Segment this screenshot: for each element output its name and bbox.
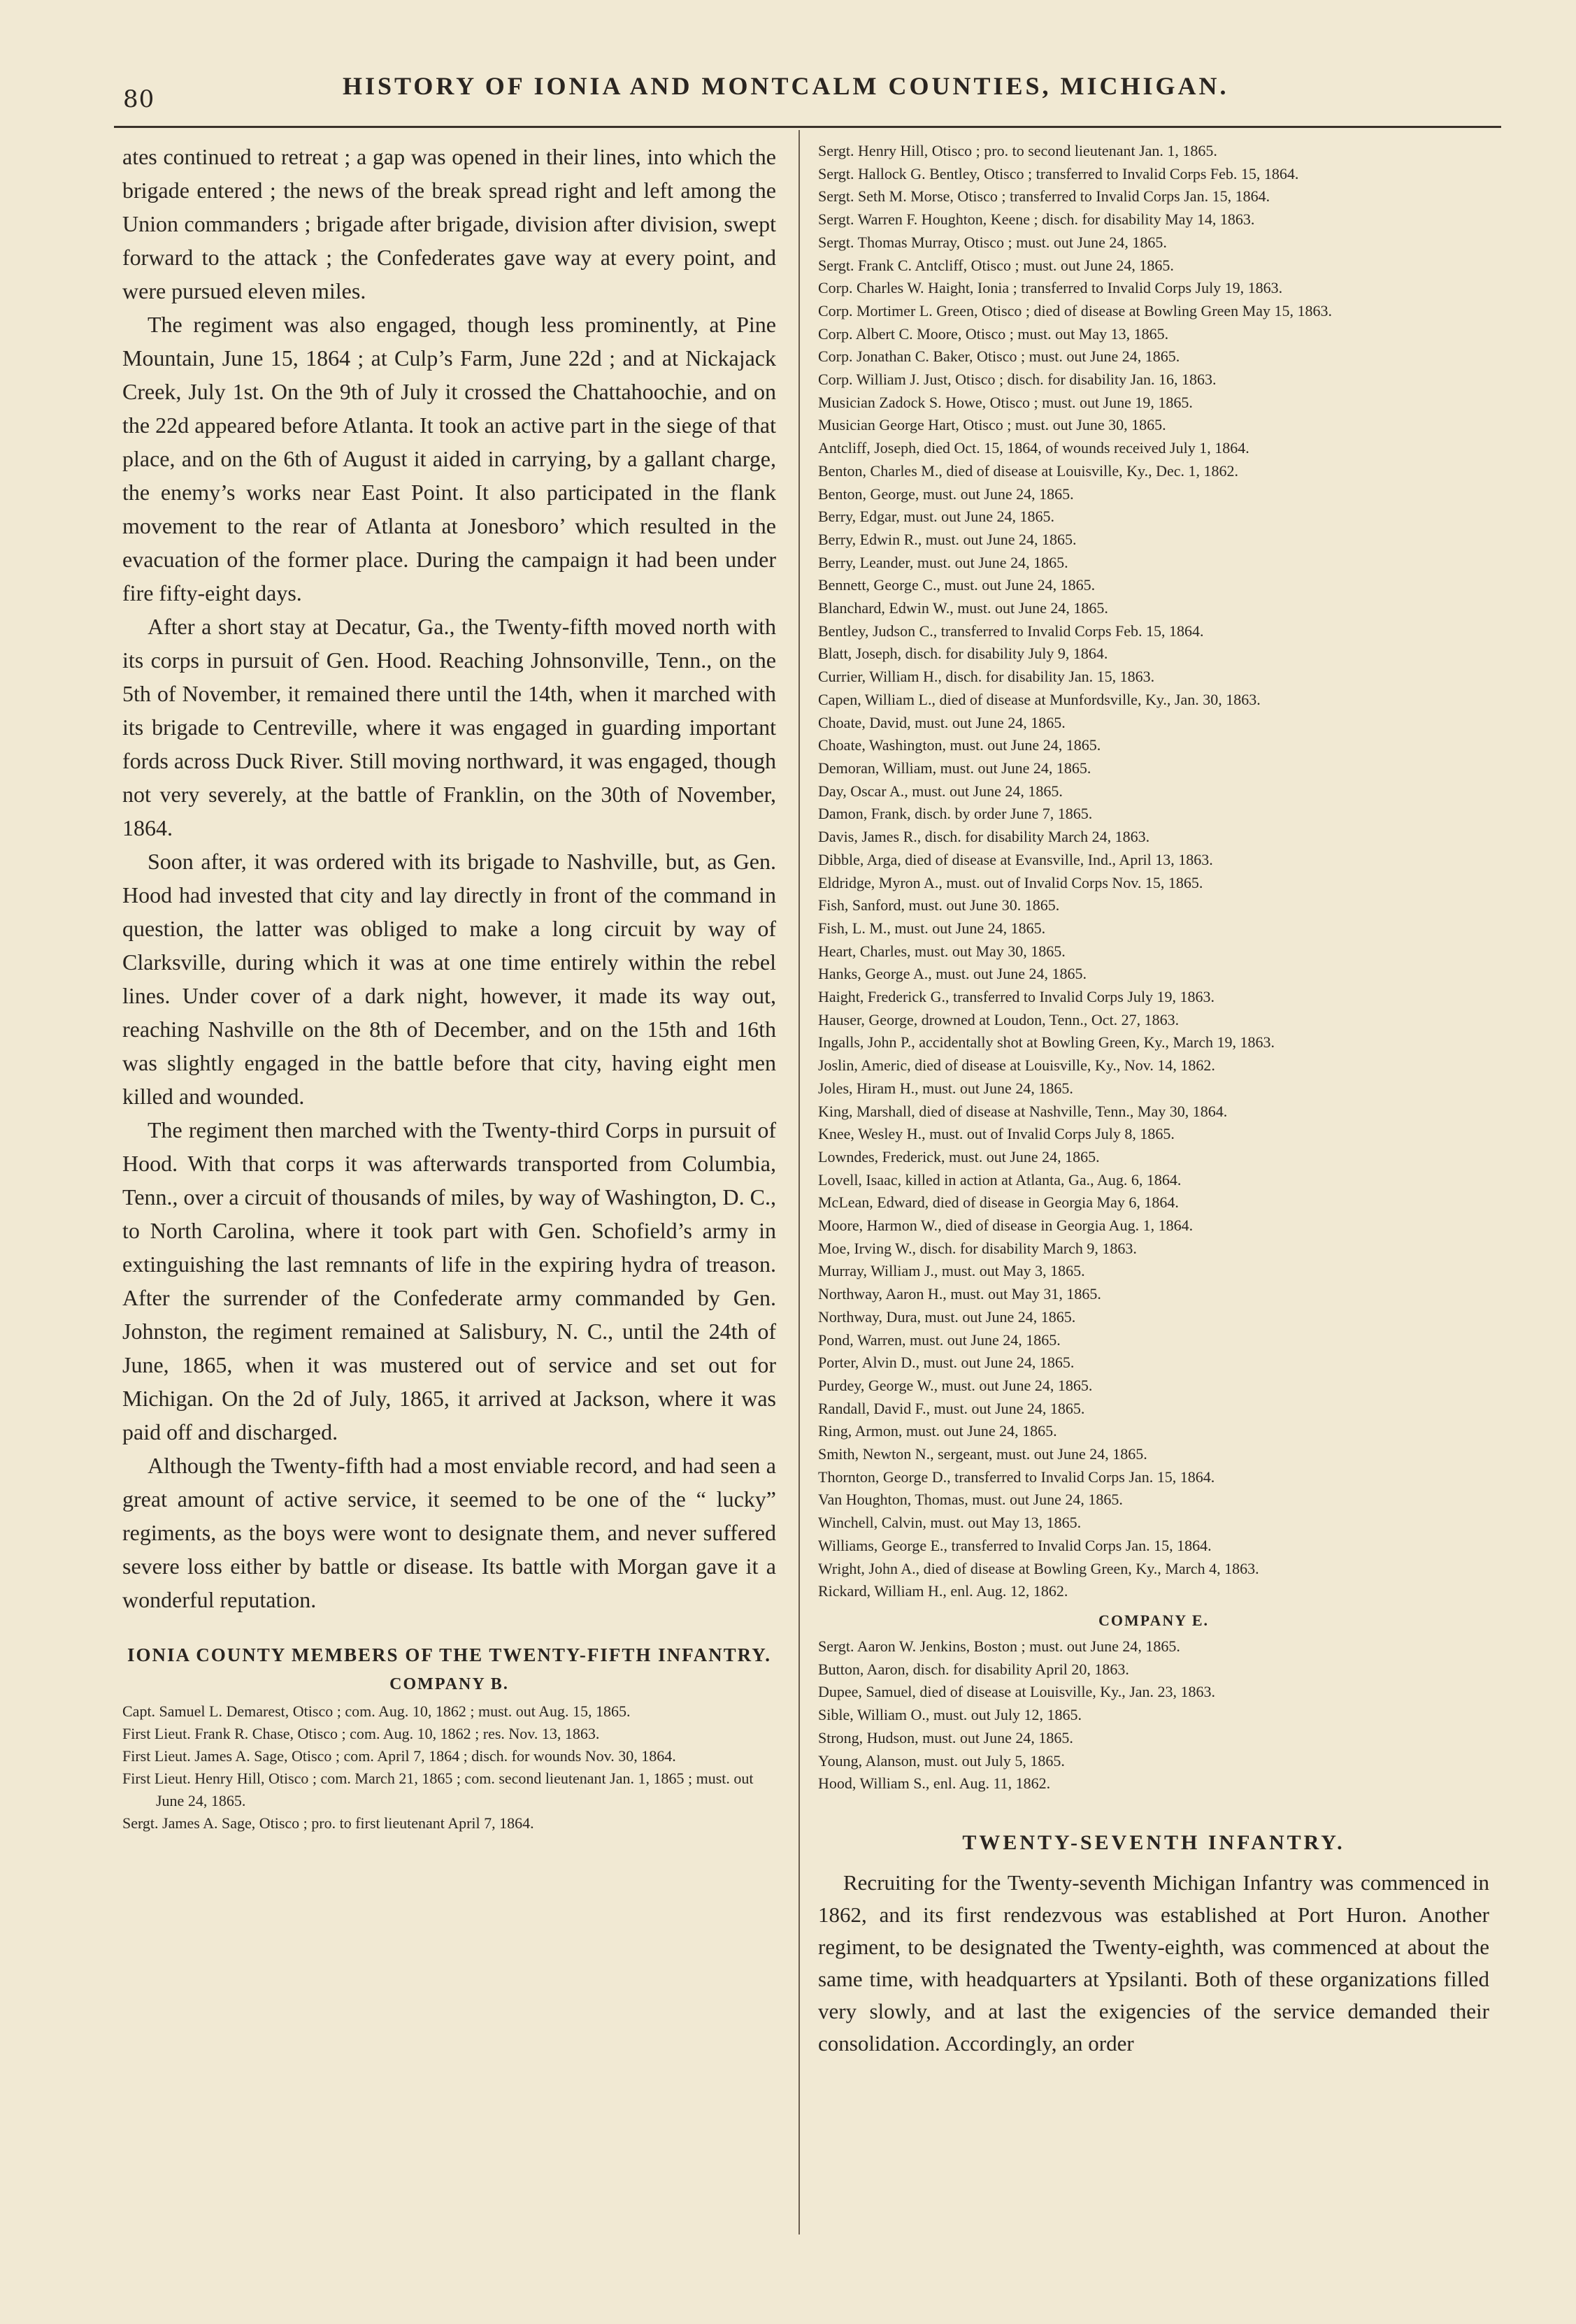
- roster-entry: Blatt, Joseph, disch. for disability July 9, 1864.: [818, 645, 1108, 663]
- roster-entry: Corp. Charles W. Haight, Ionia ; transferred to Invalid Corps July 19, 1863.: [818, 279, 1283, 297]
- roster-entry: Sergt. Warren F. Houghton, Keene ; disch. for disability May 14, 1863.: [818, 210, 1255, 229]
- roster-entry: Young, Alanson, must. out July 5, 1865.: [818, 1751, 1065, 1770]
- roster-entry: Lovell, Isaac, killed in action at Atlanta, Ga., Aug. 6, 1864.: [818, 1170, 1182, 1189]
- roster-entry: McLean, Edward, died of disease in Georgia May 6, 1864.: [818, 1193, 1179, 1212]
- roster-entry: Purdey, George W., must. out June 24, 1865.: [818, 1376, 1093, 1394]
- roster-entry: Benton, George, must. out June 24, 1865.: [818, 485, 1074, 503]
- roster-entry: Sergt. Thomas Murray, Otisco ; must. out June 24, 1865.: [818, 233, 1167, 251]
- roster-entry: Damon, Frank, disch. by order June 7, 1865.: [818, 805, 1093, 823]
- roster-entry: Eldridge, Myron A., must. out of Invalid Corps Nov. 15, 1865.: [818, 873, 1203, 891]
- right-column: [818, 140, 1489, 2293]
- roster-entry: Thornton, George D., transferred to Invalid Corps Jan. 15, 1864.: [818, 1468, 1215, 1486]
- roster-entry: Hood, William S., enl. Aug. 11, 1862.: [818, 1774, 1051, 1793]
- company-b-roster: [122, 1700, 776, 1835]
- roster-entry: Fish, L. M., must. out June 24, 1865.: [818, 919, 1046, 937]
- roster-entry: Hanks, George A., must. out June 24, 1865.: [818, 965, 1087, 983]
- column-divider: [798, 130, 800, 2235]
- company-e-roster: [818, 1635, 1489, 1795]
- running-head: HISTORY OF IONIA AND MONTCALM COUNTIES, MICHIGAN.: [343, 72, 1229, 100]
- roster-entry: Haight, Frederick G., transferred to Invalid Corps July 19, 1863.: [818, 988, 1215, 1006]
- roster-entry: Winchell, Calvin, must. out May 13, 1865.: [818, 1514, 1082, 1532]
- roster-entry: Dibble, Arga, died of disease at Evansville, Ind., April 13, 1863.: [818, 850, 1213, 868]
- paragraph: The regiment then marched with the Twenty-third Corps in pursuit of Hood. With that corps it was afterwards transported from Columbia, Tenn., over a circuit of thousands of miles, by way of Washington, D. C., to North Carolina, where it took part with Gen. Schofield’s army in extinguishing the last remnants of life in the expiring hydra of treason. After the surrender of the Confederate army commanded by Gen. Johnston, the regiment remained at Salisbury, N. C., until the 24th of June, 1865, when it was mustered out of service and set out for Michigan. On the 2d of July, 1865, it arrived at Jackson, where it was paid off and discharged.: [122, 1117, 776, 1444]
- roster-entry: Berry, Edgar, must. out June 24, 1865.: [818, 508, 1055, 526]
- roster-entry: Day, Oscar A., must. out June 24, 1865.: [818, 782, 1063, 800]
- roster-entry: Williams, George E., transferred to Invalid Corps Jan. 15, 1864.: [818, 1536, 1212, 1554]
- roster-entry: Choate, Washington, must. out June 24, 1865.: [818, 736, 1101, 754]
- roster-entry: Musician George Hart, Otisco ; must. out June 30, 1865.: [818, 416, 1166, 434]
- company-e-heading: COMPANY E.: [1098, 1612, 1210, 1629]
- roster-entry: First Lieut. James A. Sage, Otisco ; com. April 7, 1864 ; disch. for wounds Nov. 30, 1864.: [122, 1747, 676, 1765]
- roster-entry: Murray, William J., must. out May 3, 1865.: [818, 1262, 1085, 1280]
- roster-entry: Sergt. Seth M. Morse, Otisco ; transferred to Invalid Corps Jan. 15, 1864.: [818, 187, 1270, 206]
- roster-entry: Northway, Dura, must. out June 24, 1865.: [818, 1307, 1076, 1326]
- roster-entry: Bennett, George C., must. out June 24, 1865.: [818, 576, 1096, 594]
- paragraph: Soon after, it was ordered with its brigade to Nashville, but, as Gen. Hood had invested that city and lay directly in front of the command in question, the latter was obliged to make a long circuit by way of Clarksville, during which it was at one time entirely within the rebel lines. Under cover of a dark night, however, it made its way out, reaching Nashville on the 8th of December, and on the 15th and 16th was slightly engaged in the battle before that city, having eight men killed and wounded.: [122, 849, 776, 1109]
- roster-entry: Corp. Mortimer L. Green, Otisco ; died of disease at Bowling Green May 15, 1863.: [818, 301, 1333, 320]
- roster-entry: Moe, Irving W., disch. for disability March 9, 1863.: [818, 1239, 1137, 1257]
- paragraph: ates continued to retreat ; a gap was opened in their lines, into which the brigade entered ; the news of the break spread right and left among the Union commanders ; brigade after brigade, division after division, swept forward to the attack ; the Confederates gave way at every point, and were pursued eleven miles.: [122, 144, 776, 303]
- roster-entry: Dupee, Samuel, died of disease at Louisville, Ky., Jan. 23, 1863.: [818, 1683, 1216, 1701]
- roster-entry: Heart, Charles, must. out May 30, 1865.: [818, 942, 1066, 960]
- roster-entry: Randall, David F., must. out June 24, 1865.: [818, 1399, 1085, 1417]
- roster-entry: First Lieut. Frank R. Chase, Otisco ; com. Aug. 10, 1862 ; res. Nov. 13, 1863.: [122, 1725, 600, 1742]
- roster-entry: Sergt. Frank C. Antcliff, Otisco ; must. out June 24, 1865.: [818, 256, 1174, 274]
- roster-entry: Hauser, George, drowned at Loudon, Tenn., Oct. 27, 1863.: [818, 1010, 1180, 1028]
- roster-entry: Fish, Sanford, must. out June 30. 1865.: [818, 896, 1060, 914]
- roster-entry: Van Houghton, Thomas, must. out June 24, 1865.: [818, 1491, 1123, 1509]
- roster-entry: Porter, Alvin D., must. out June 24, 1865.: [818, 1354, 1075, 1372]
- roster-entry: Ring, Armon, must. out June 24, 1865.: [818, 1422, 1057, 1440]
- roster-entry: First Lieut. Henry Hill, Otisco ; com. March 21, 1865 ; com. second lieutenant Jan. 1, 1865 ; must. out June 24, 1865.: [122, 1770, 754, 1809]
- roster-entry: Capt. Samuel L. Demarest, Otisco ; com. Aug. 10, 1862 ; must. out Aug. 15, 1865.: [122, 1702, 631, 1720]
- roster-entry: King, Marshall, died of disease at Nashville, Tenn., May 30, 1864.: [818, 1102, 1228, 1120]
- roster-entry: Ingalls, John P., accidentally shot at Bowling Green, Ky., March 19, 1863.: [818, 1033, 1275, 1052]
- roster-entry: Berry, Leander, must. out June 24, 1865.: [818, 553, 1068, 571]
- roster-entry: Button, Aaron, disch. for disability April 20, 1863.: [818, 1660, 1129, 1678]
- roster-entry: Corp. Albert C. Moore, Otisco ; must. out May 13, 1865.: [818, 324, 1169, 343]
- roster-entry: Corp. William J. Just, Otisco ; disch. for disability Jan. 16, 1863.: [818, 371, 1217, 389]
- roster-entry: Davis, James R., disch. for disability March 24, 1863.: [818, 828, 1150, 846]
- section-title: TWENTY-SEVENTH INFANTRY.: [962, 1830, 1345, 1854]
- company-b-heading: COMPANY B.: [389, 1675, 509, 1693]
- roster-entry: Demoran, William, must. out June 24, 1865.: [818, 759, 1091, 777]
- roster-entry: Lowndes, Frederick, must. out June 24, 1865.: [818, 1147, 1100, 1165]
- roster-entry: Joslin, Americ, died of disease at Louisville, Ky., Nov. 14, 1862.: [818, 1056, 1215, 1075]
- page-number: 80: [123, 85, 155, 113]
- roster-entry: Smith, Newton N., sergeant, must. out June 24, 1865.: [818, 1445, 1147, 1463]
- roster-entry: Northway, Aaron H., must. out May 31, 1865.: [818, 1285, 1101, 1303]
- roster-entry: Sergt. Hallock G. Bentley, Otisco ; transferred to Invalid Corps Feb. 15, 1864.: [818, 164, 1299, 182]
- roster-entry: Berry, Edwin R., must. out June 24, 1865.: [818, 530, 1077, 548]
- roster-entry: Bentley, Judson C., transferred to Invalid Corps Feb. 15, 1864.: [818, 622, 1204, 640]
- roster-entry: Currier, William H., disch. for disability Jan. 15, 1863.: [818, 668, 1155, 686]
- roster-entry: Corp. Jonathan C. Baker, Otisco ; must. out June 24, 1865.: [818, 347, 1180, 366]
- paragraph: After a short stay at Decatur, Ga., the Twenty-fifth moved north with its corps in pursuit of Gen. Hood. Reaching Johnsonville, Tenn., on the 5th of November, it remained there until the 14th, when it marched with its brigade to Centreville, where it was engaged in guarding important fords across Duck River. Still moving northward, it was engaged, though not very severely, at the battle of Franklin, on the 30th of November, 1864.: [122, 614, 776, 840]
- roster-entry: Pond, Warren, must. out June 24, 1865.: [818, 1330, 1061, 1349]
- roster-entry: Musician Zadock S. Howe, Otisco ; must. out June 19, 1865.: [818, 393, 1193, 411]
- roster-entry: Capen, William L., died of disease at Munfordsville, Ky., Jan. 30, 1863.: [818, 690, 1261, 708]
- roster-entry: Rickard, William H., enl. Aug. 12, 1862.: [818, 1582, 1068, 1600]
- company-b-roster-continued: [818, 140, 1489, 1603]
- roster-entry: Wright, John A., died of disease at Bowling Green, Ky., March 4, 1863.: [818, 1559, 1259, 1577]
- roster-entry: Sergt. Aaron W. Jenkins, Boston ; must. out June 24, 1865.: [818, 1637, 1180, 1655]
- paragraph: Although the Twenty-fifth had a most enviable record, and had seen a great amount of active service, it seemed to be one of the “ lucky” regiments, as the boys were wont to designate them, and never suffered severe loss either by battle or disease. Its battle with Morgan gave it a wonderful reputation.: [122, 1453, 776, 1612]
- roster-entry: Strong, Hudson, must. out June 24, 1865.: [818, 1728, 1073, 1746]
- page-header: [112, 69, 1245, 113]
- roster-entry: Joles, Hiram H., must. out June 24, 1865.: [818, 1079, 1073, 1097]
- roster-entry: Blanchard, Edwin W., must. out June 24, 1865.: [818, 599, 1108, 617]
- roster-entry: Sible, William O., must. out July 12, 1865.: [818, 1706, 1082, 1724]
- roster-entry: Sergt. Henry Hill, Otisco ; pro. to second lieutenant Jan. 1, 1865.: [818, 142, 1217, 159]
- roster-entry: Moore, Harmon W., died of disease in Georgia Aug. 1, 1864.: [818, 1217, 1194, 1235]
- roster-title: IONIA COUNTY MEMBERS OF THE TWENTY-FIFTH INFANTRY.: [127, 1644, 771, 1665]
- paragraph: Recruiting for the Twenty-seventh Michigan Infantry was commenced in 1862, and its first rendezvous was established at Port Huron. Another regiment, to be designated the Twenty-eighth, was commenced at about the same time, with headquarters at Ypsilanti. Both of these organizations filled very slowly, and at last the exigencies of the service demanded their consolidation. Accordingly, an order: [818, 1870, 1489, 2056]
- roster-entry: Antcliff, Joseph, died Oct. 15, 1864, of wounds received July 1, 1864.: [818, 439, 1249, 457]
- paragraph: The regiment was also engaged, though less prominently, at Pine Mountain, June 15, 1864 ; at Culp’s Farm, June 22d ; and at Nickajack Creek, July 1st. On the 9th of July it crossed the Chattahoochie, and on the 22d appeared before Atlanta. It took an active part in the siege of that place, and on the 6th of August it aided in carrying, by a gallant charge, the enemy’s works near East Point. It also participated in the flank movement to the rear of Atlanta at Jonesboro’ which resulted in the evacuation of the former place. During the campaign it had been under fire fifty-eight days.: [122, 312, 776, 605]
- left-column: [122, 140, 776, 2244]
- roster-entry: Sergt. James A. Sage, Otisco ; pro. to first lieutenant April 7, 1864.: [122, 1814, 534, 1832]
- roster-entry: Choate, David, must. out June 24, 1865.: [818, 713, 1066, 731]
- header-rule: [114, 126, 1501, 128]
- roster-entry: Knee, Wesley H., must. out of Invalid Corps July 8, 1865.: [818, 1125, 1175, 1143]
- roster-entry: Benton, Charles M., died of disease at Louisville, Ky., Dec. 1, 1862.: [818, 461, 1239, 480]
